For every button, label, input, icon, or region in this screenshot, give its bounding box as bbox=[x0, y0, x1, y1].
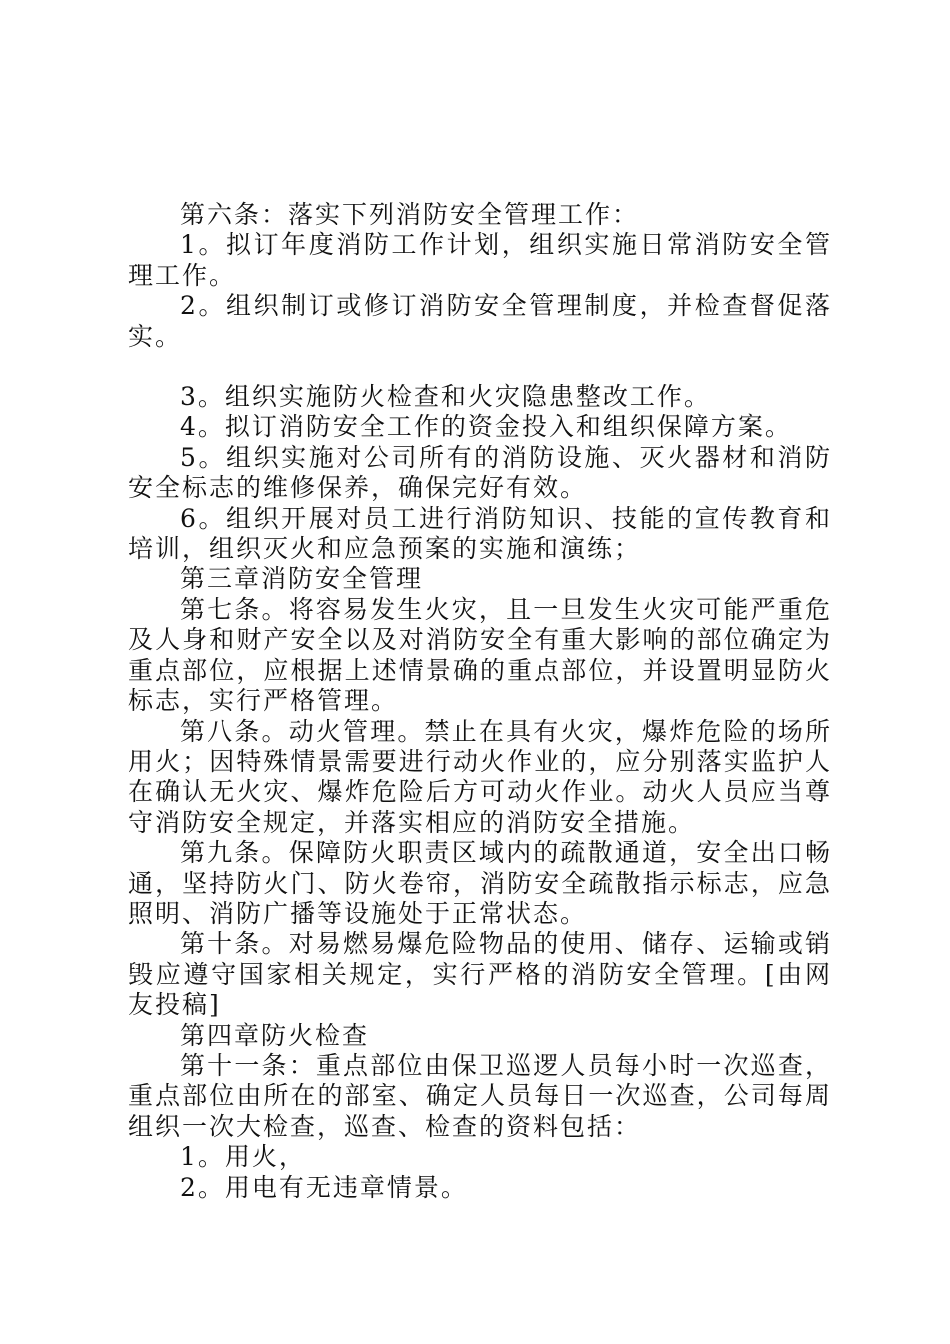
article-10: 第十条。对易燃易爆危险物品的使用、储存、运输或销毁应遵守国家相关规定，实行严格的消防安全管理。[由网友投稿] bbox=[128, 929, 832, 1020]
article-6-item-6: 6。组织开展对员工进行消防知识、技能的宣传教育和培训，组织灭火和应急预案的实施和演练； bbox=[128, 503, 832, 564]
article-6-item-4: 4。拟订消防安全工作的资金投入和组织保障方案。 bbox=[180, 412, 792, 442]
article-6-item-2: 2。组织制订或修订消防安全管理制度，并检查督促落实。 bbox=[128, 291, 832, 351]
article-7: 第七条。将容易发生火灾，且一旦发生火灾可能严重危及人身和财产安全以及对消防安全有重大影响的部位确定为重点部位，应根据上述情景确的重点部位，并设置明显防火标志，实行严格管理。 bbox=[128, 594, 832, 716]
article-8: 第八条。动火管理。禁止在具有火灾，爆炸危险的场所用火；因特殊情景需要进行动火作业的，应分别落实监护人在确认无火灾、爆炸危险后方可动火作业。动火人员应当尊守消防安全规定，并落实相应的消防安全措施。 bbox=[128, 716, 832, 837]
document-body bbox=[128, 200, 832, 1203]
chapter-4-title: 第四章防火检查 bbox=[180, 1020, 370, 1050]
chapter-3-title: 第三章消防安全管理 bbox=[180, 564, 424, 594]
article-11-item-1: 1。用火， bbox=[180, 1142, 306, 1172]
article-11: 第十一条：重点部位由保卫巡逻人员每小时一次巡查，重点部位由所在的部室、确定人员每日一次巡查，公司每周组织一次大检查，巡查、检查的资料包括： bbox=[128, 1050, 832, 1141]
article-9: 第九条。保障防火职责区域内的疏散通道，安全出口畅通，坚持防火门、防火卷帘，消防安全疏散指示标志，应急照明、消防广播等设施处于正常状态。 bbox=[128, 838, 832, 928]
article-11-item-2: 2。用电有无违章情景。 bbox=[180, 1172, 468, 1202]
article-6-item-5: 5。组织实施对公司所有的消防设施、灭火器材和消防安全标志的维修保养，确保完好有效。 bbox=[128, 442, 832, 503]
blank-line bbox=[128, 352, 832, 382]
article-6-item-3: 3。组织实施防火检查和火灾隐患整改工作。 bbox=[180, 382, 711, 412]
article-6-heading: 第六条：落实下列消防安全管理工作： bbox=[180, 200, 640, 229]
article-6-item-1: 1。拟订年度消防工作计划，组织实施日常消防安全管理工作。 bbox=[128, 230, 832, 290]
